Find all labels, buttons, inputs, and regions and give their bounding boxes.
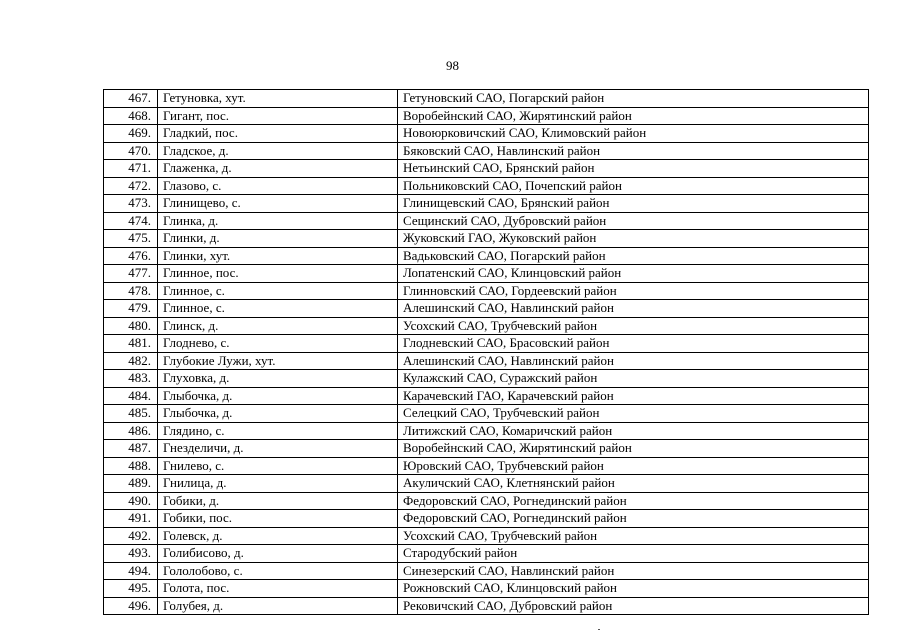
table-row xyxy=(104,492,869,510)
row-number: 483. xyxy=(104,370,158,388)
table-row xyxy=(104,195,869,213)
administrative-unit: Новоюрковичский САО, Климовский район xyxy=(398,125,869,143)
settlement-name: Глинное, пос. xyxy=(158,265,398,283)
administrative-unit: Сещинский САО, Дубровский район xyxy=(398,212,869,230)
settlement-name: Гнезделичи, д. xyxy=(158,440,398,458)
row-number: 486. xyxy=(104,422,158,440)
settlement-name: Глаженка, д. xyxy=(158,160,398,178)
settlement-name: Гнилица, д. xyxy=(158,475,398,493)
administrative-unit: Воробейнский САО, Жирятинский район xyxy=(398,440,869,458)
row-number: 484. xyxy=(104,387,158,405)
administrative-unit: Алешинский САО, Навлинский район xyxy=(398,352,869,370)
table-row xyxy=(104,597,869,615)
row-number: 467. xyxy=(104,90,158,108)
table-row xyxy=(104,387,869,405)
administrative-unit: Федоровский САО, Рогнединский район xyxy=(398,510,869,528)
row-number: 469. xyxy=(104,125,158,143)
settlement-name: Глазово, с. xyxy=(158,177,398,195)
administrative-unit: Кулажский САО, Суражский район xyxy=(398,370,869,388)
table-row xyxy=(104,422,869,440)
row-number: 490. xyxy=(104,492,158,510)
settlement-name: Гладское, д. xyxy=(158,142,398,160)
administrative-unit: Польниковский САО, Почепский район xyxy=(398,177,869,195)
settlement-name: Глинное, с. xyxy=(158,300,398,318)
administrative-unit: Федоровский САО, Рогнединский район xyxy=(398,492,869,510)
table-row xyxy=(104,475,869,493)
row-number: 496. xyxy=(104,597,158,615)
table-row xyxy=(104,580,869,598)
table-row xyxy=(104,510,869,528)
table-row xyxy=(104,370,869,388)
table-row xyxy=(104,90,869,108)
table-row xyxy=(104,107,869,125)
row-number: 479. xyxy=(104,300,158,318)
settlement-name: Глинки, хут. xyxy=(158,247,398,265)
administrative-unit: Рековичский САО, Дубровский район xyxy=(398,597,869,615)
settlement-name: Глыбочка, д. xyxy=(158,387,398,405)
administrative-unit: Карачевский ГАО, Карачевский район xyxy=(398,387,869,405)
administrative-unit: Алешинский САО, Навлинский район xyxy=(398,300,869,318)
row-number: 489. xyxy=(104,475,158,493)
row-number: 471. xyxy=(104,160,158,178)
row-number: 492. xyxy=(104,527,158,545)
administrative-unit: Нетьинский САО, Брянский район xyxy=(398,160,869,178)
scan-speck xyxy=(598,629,600,630)
row-number: 477. xyxy=(104,265,158,283)
row-number: 495. xyxy=(104,580,158,598)
administrative-unit: Литижский САО, Комаричский район xyxy=(398,422,869,440)
row-number: 475. xyxy=(104,230,158,248)
settlement-name: Глинка, д. xyxy=(158,212,398,230)
settlement-name: Гобики, д. xyxy=(158,492,398,510)
table-row xyxy=(104,125,869,143)
row-number: 470. xyxy=(104,142,158,160)
settlement-name: Глинное, с. xyxy=(158,282,398,300)
table-row xyxy=(104,440,869,458)
row-number: 473. xyxy=(104,195,158,213)
administrative-unit: Усохский САО, Трубчевский район xyxy=(398,317,869,335)
administrative-unit: Селецкий САО, Трубчевский район xyxy=(398,405,869,423)
settlement-name: Глоднево, с. xyxy=(158,335,398,353)
row-number: 493. xyxy=(104,545,158,563)
settlement-name: Гнилево, с. xyxy=(158,457,398,475)
administrative-unit: Воробейнский САО, Жирятинский район xyxy=(398,107,869,125)
table-row xyxy=(104,160,869,178)
settlement-name: Глядино, с. xyxy=(158,422,398,440)
settlement-name: Гигант, пос. xyxy=(158,107,398,125)
settlement-name: Гололобово, с. xyxy=(158,562,398,580)
settlement-name: Гобики, пос. xyxy=(158,510,398,528)
settlement-name: Голота, пос. xyxy=(158,580,398,598)
settlement-name: Гладкий, пос. xyxy=(158,125,398,143)
settlement-name: Глыбочка, д. xyxy=(158,405,398,423)
table-row xyxy=(104,300,869,318)
table-row xyxy=(104,545,869,563)
row-number: 481. xyxy=(104,335,158,353)
row-number: 491. xyxy=(104,510,158,528)
settlement-name: Глуховка, д. xyxy=(158,370,398,388)
settlement-name: Глинск, д. xyxy=(158,317,398,335)
administrative-unit: Стародубский район xyxy=(398,545,869,563)
administrative-unit: Глинновский САО, Гордеевский район xyxy=(398,282,869,300)
table-row xyxy=(104,265,869,283)
table-row xyxy=(104,335,869,353)
settlement-name: Глинки, д. xyxy=(158,230,398,248)
page-number: 98 xyxy=(446,58,459,73)
row-number: 476. xyxy=(104,247,158,265)
settlement-name: Глубокие Лужи, хут. xyxy=(158,352,398,370)
administrative-unit: Бяковский САО, Навлинский район xyxy=(398,142,869,160)
row-number: 474. xyxy=(104,212,158,230)
settlement-name: Голубея, д. xyxy=(158,597,398,615)
administrative-unit: Юровский САО, Трубчевский район xyxy=(398,457,869,475)
row-number: 488. xyxy=(104,457,158,475)
settlement-name: Глинищево, с. xyxy=(158,195,398,213)
administrative-unit: Рожновский САО, Клинцовский район xyxy=(398,580,869,598)
row-number: 494. xyxy=(104,562,158,580)
administrative-unit: Усохский САО, Трубчевский район xyxy=(398,527,869,545)
administrative-unit: Лопатенский САО, Клинцовский район xyxy=(398,265,869,283)
settlement-name: Голибисово, д. xyxy=(158,545,398,563)
row-number: 472. xyxy=(104,177,158,195)
table-row xyxy=(104,142,869,160)
settlement-name: Голевск, д. xyxy=(158,527,398,545)
row-number: 487. xyxy=(104,440,158,458)
settlement-table xyxy=(103,89,869,615)
table-row xyxy=(104,177,869,195)
table-row xyxy=(104,527,869,545)
table-row xyxy=(104,212,869,230)
table-row xyxy=(104,317,869,335)
administrative-unit: Вадьковский САО, Погарский район xyxy=(398,247,869,265)
administrative-unit: Глинищевский САО, Брянский район xyxy=(398,195,869,213)
administrative-unit: Синезерский САО, Навлинский район xyxy=(398,562,869,580)
settlement-name: Гетуновка, хут. xyxy=(158,90,398,108)
table-row xyxy=(104,247,869,265)
table-row xyxy=(104,562,869,580)
administrative-unit: Гетуновский САО, Погарский район xyxy=(398,90,869,108)
administrative-unit: Акуличский САО, Клетнянский район xyxy=(398,475,869,493)
row-number: 485. xyxy=(104,405,158,423)
row-number: 478. xyxy=(104,282,158,300)
settlement-table-body xyxy=(104,90,869,615)
table-row xyxy=(104,282,869,300)
row-number: 480. xyxy=(104,317,158,335)
table-row xyxy=(104,457,869,475)
table-row xyxy=(104,352,869,370)
table-row xyxy=(104,230,869,248)
table-row xyxy=(104,405,869,423)
row-number: 482. xyxy=(104,352,158,370)
administrative-unit: Жуковский ГАО, Жуковский район xyxy=(398,230,869,248)
row-number: 468. xyxy=(104,107,158,125)
administrative-unit: Глодневский САО, Брасовский район xyxy=(398,335,869,353)
